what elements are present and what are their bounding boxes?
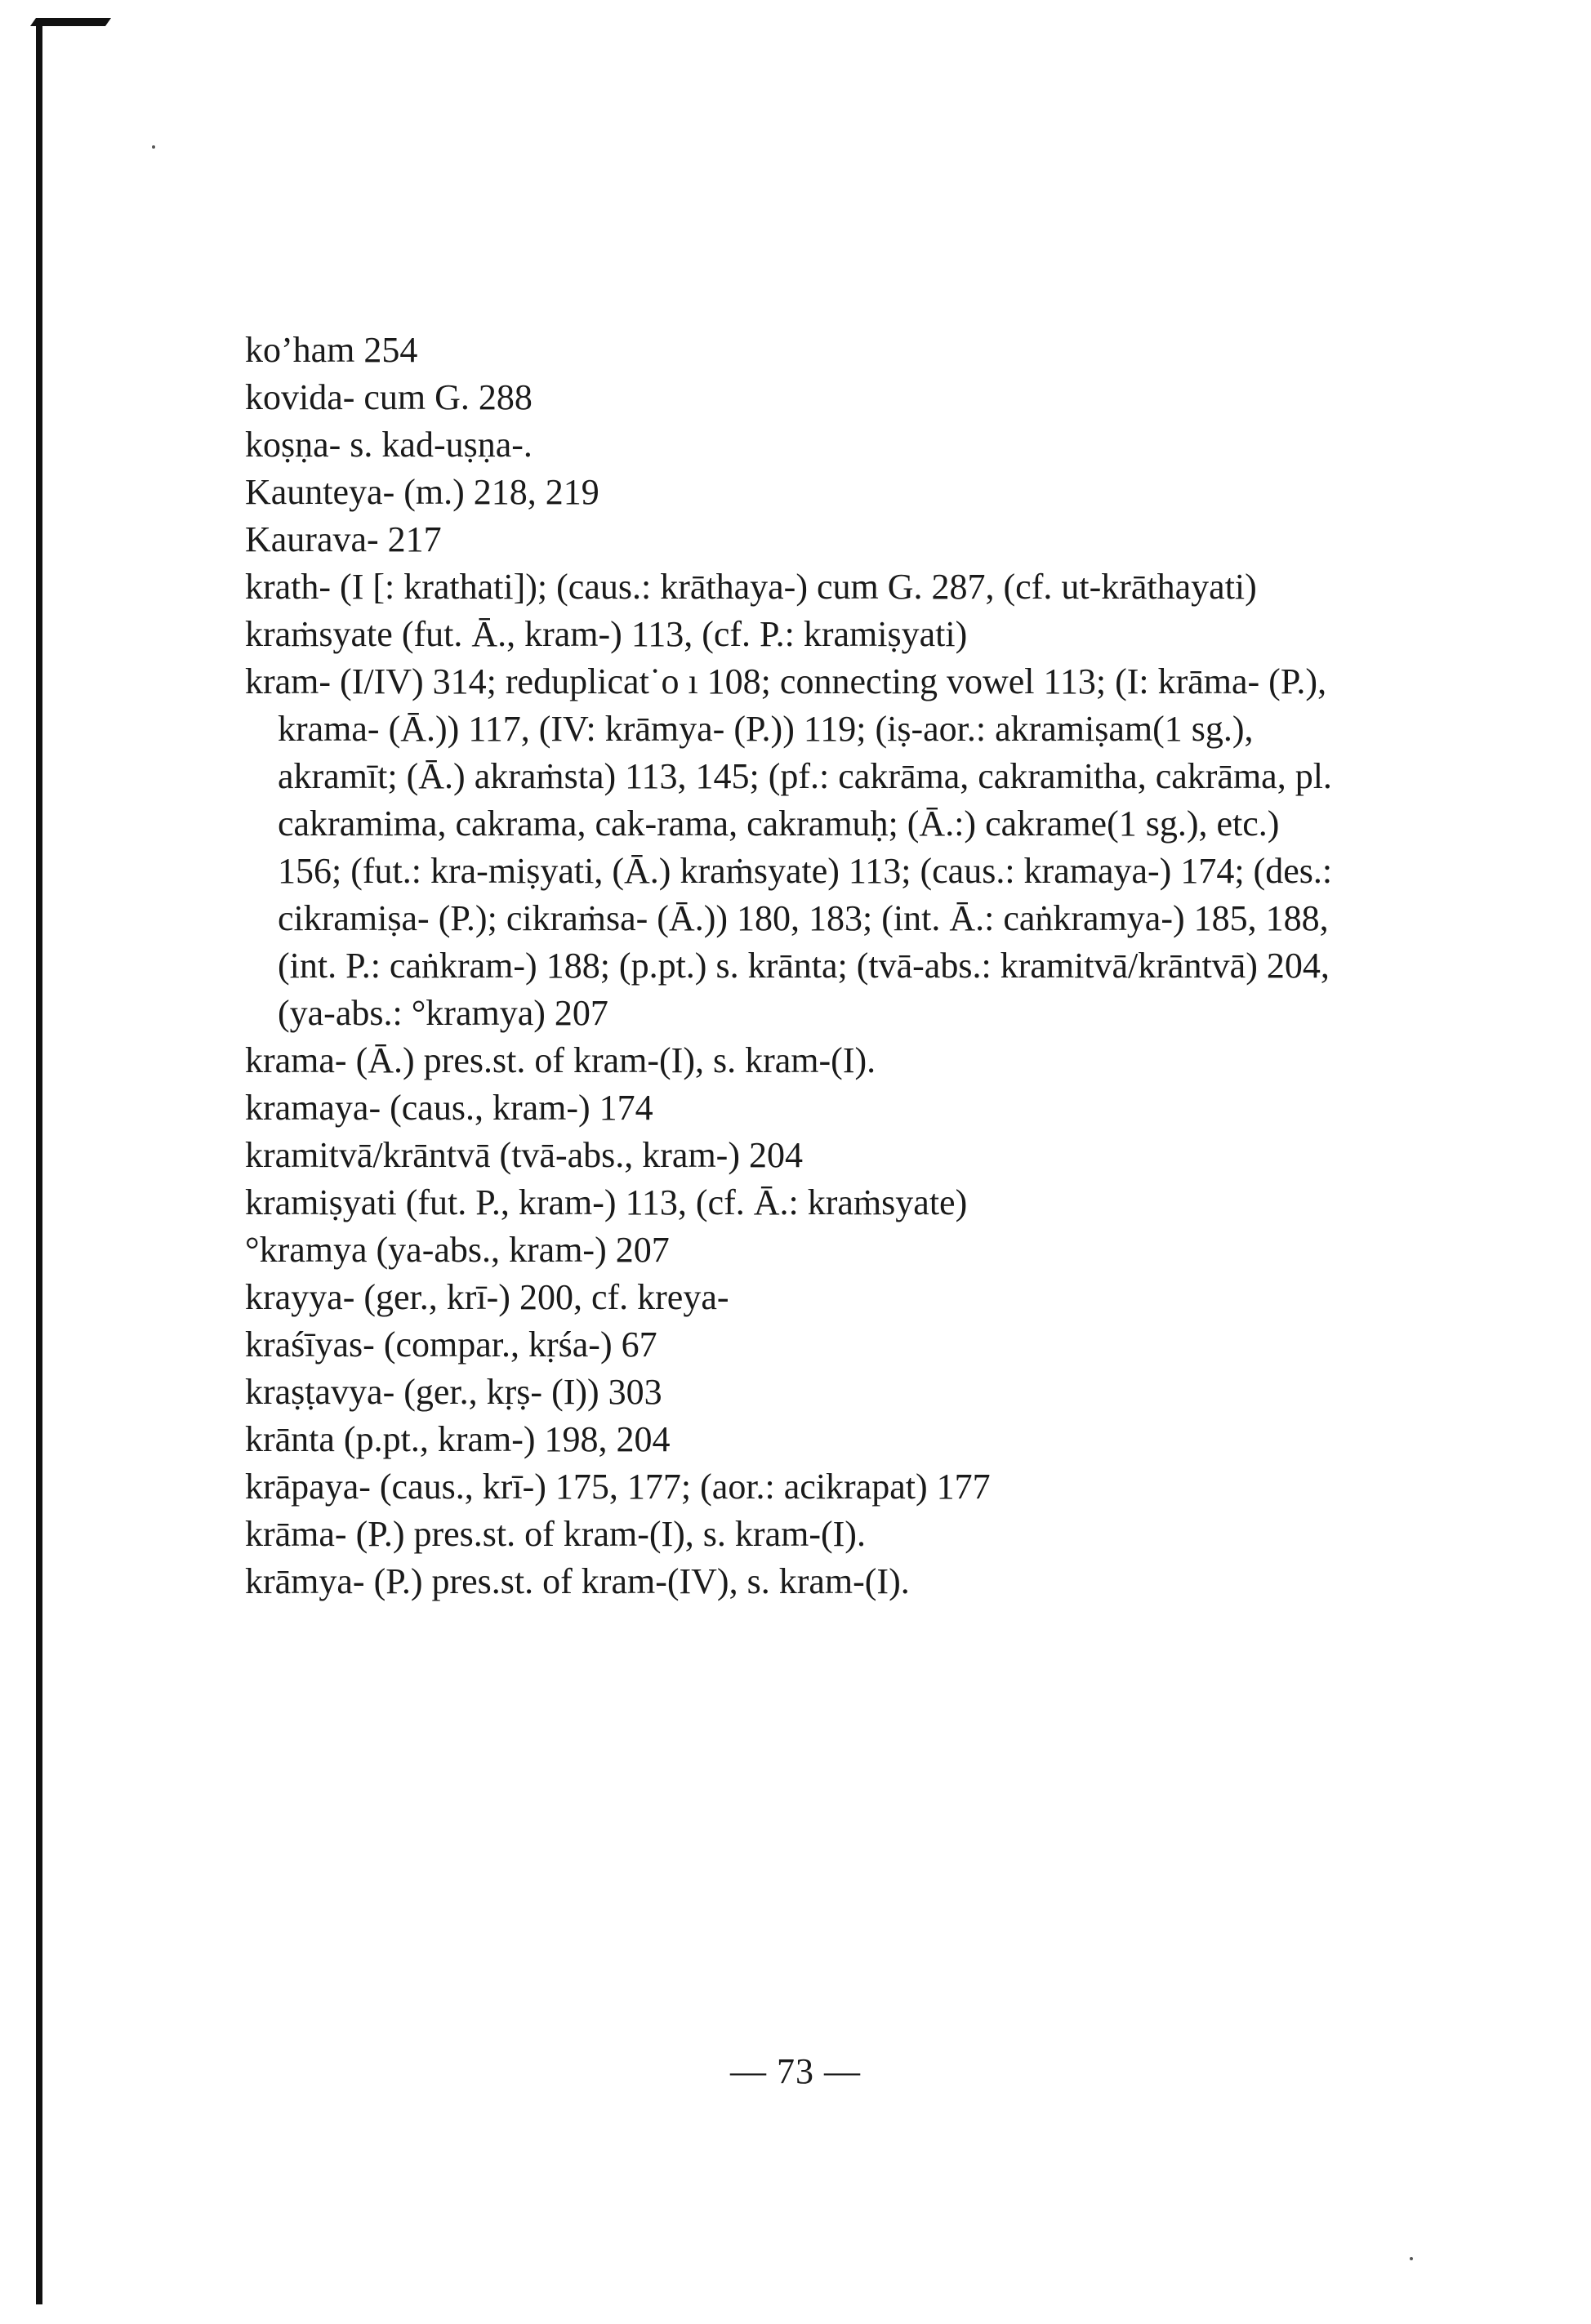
- index-entry: kramiṣyati (fut. P., kram-) 113, (cf. Ā.: kraṁsyate): [245, 1182, 968, 1222]
- index-entry: Kaunteya- (m.) 218, 219: [245, 472, 599, 512]
- index-entry: krayya- (ger., krī-) 200, cf. kreya-: [245, 1277, 729, 1317]
- index-entry: krāpaya- (caus., krī-) 175, 177; (aor.: acikrapat) 177: [245, 1467, 991, 1507]
- index-entry: ko’ham 254: [245, 330, 418, 370]
- index-entry-list: [245, 327, 1339, 1605]
- index-entry: krath- (I [: krathati]); (caus.: krāthaya-) cum G. 287, (cf. ut-krāthayati): [245, 567, 1257, 607]
- index-entry: krāmya- (P.) pres.st. of kram-(IV), s. kram-(I).: [245, 1561, 910, 1601]
- index-entry: °kramya (ya-abs., kram-) 207: [245, 1230, 670, 1270]
- index-entry: koṣṇa- s. kad-uṣṇa-.: [245, 425, 533, 465]
- binding-corner-mark: [30, 18, 111, 26]
- index-entry: kramitvā/krāntvā (tvā-abs., kram-) 204: [245, 1135, 803, 1175]
- index-entry: kram- (I/IV) 314; reduplicat˙o ı 108; connecting vowel 113; (I: krāma- (P.), krama- (Ā.)) 117, (IV: krāmya- (P.)) 119; (iṣ-aor.: akramiṣam(1 sg.), akramīt; (Ā.) akraṁsta) 113, 145; (pf.: cakrāma, cakramitha, cakrāma, pl. cakramima, cakrama, cak-rama, cakramuḥ; (Ā.:) cakrame(1 sg.), etc.) 156; (fut.: kra-miṣyati, (Ā.) kraṁsyate) 113; (caus.: kramaya-) 174; (des.: cikramiṣa- (P.); cikraṁsa- (Ā.)) 180, 183; (int. Ā.: caṅkramya-) 185, 188, (int. P.: caṅkram-) 188; (p.pt.) s. krānta; (tvā-abs.: kramitvā/krāntvā) 204, (ya-abs.: °kramya) 207: [245, 661, 1333, 1033]
- index-entry: kovida- cum G. 288: [245, 377, 533, 417]
- index-entry: krānta (p.pt., kram-) 198, 204: [245, 1419, 671, 1459]
- index-entry: Kaurava- 217: [245, 519, 442, 559]
- index-entry: krama- (Ā.) pres.st. of kram-(I), s. kram-(I).: [245, 1040, 876, 1080]
- index-entry: kraṣṭavya- (ger., kṛṣ- (I)) 303: [245, 1372, 662, 1412]
- binding-edge-line: [36, 18, 42, 2304]
- index-entry: kraṁsyate (fut. Ā., kram-) 113, (cf. P.: kramiṣyati): [245, 614, 968, 654]
- index-entry: kraśīyas- (compar., kṛśa-) 67: [245, 1325, 657, 1365]
- index-entry: krāma- (P.) pres.st. of kram-(I), s. kram-(I).: [245, 1514, 866, 1554]
- paper-speck: [152, 145, 155, 149]
- page-number: — 73 —: [730, 2051, 861, 2091]
- index-entry: kramaya- (caus., kram-) 174: [245, 1088, 653, 1128]
- paper-speck: [1410, 2257, 1413, 2260]
